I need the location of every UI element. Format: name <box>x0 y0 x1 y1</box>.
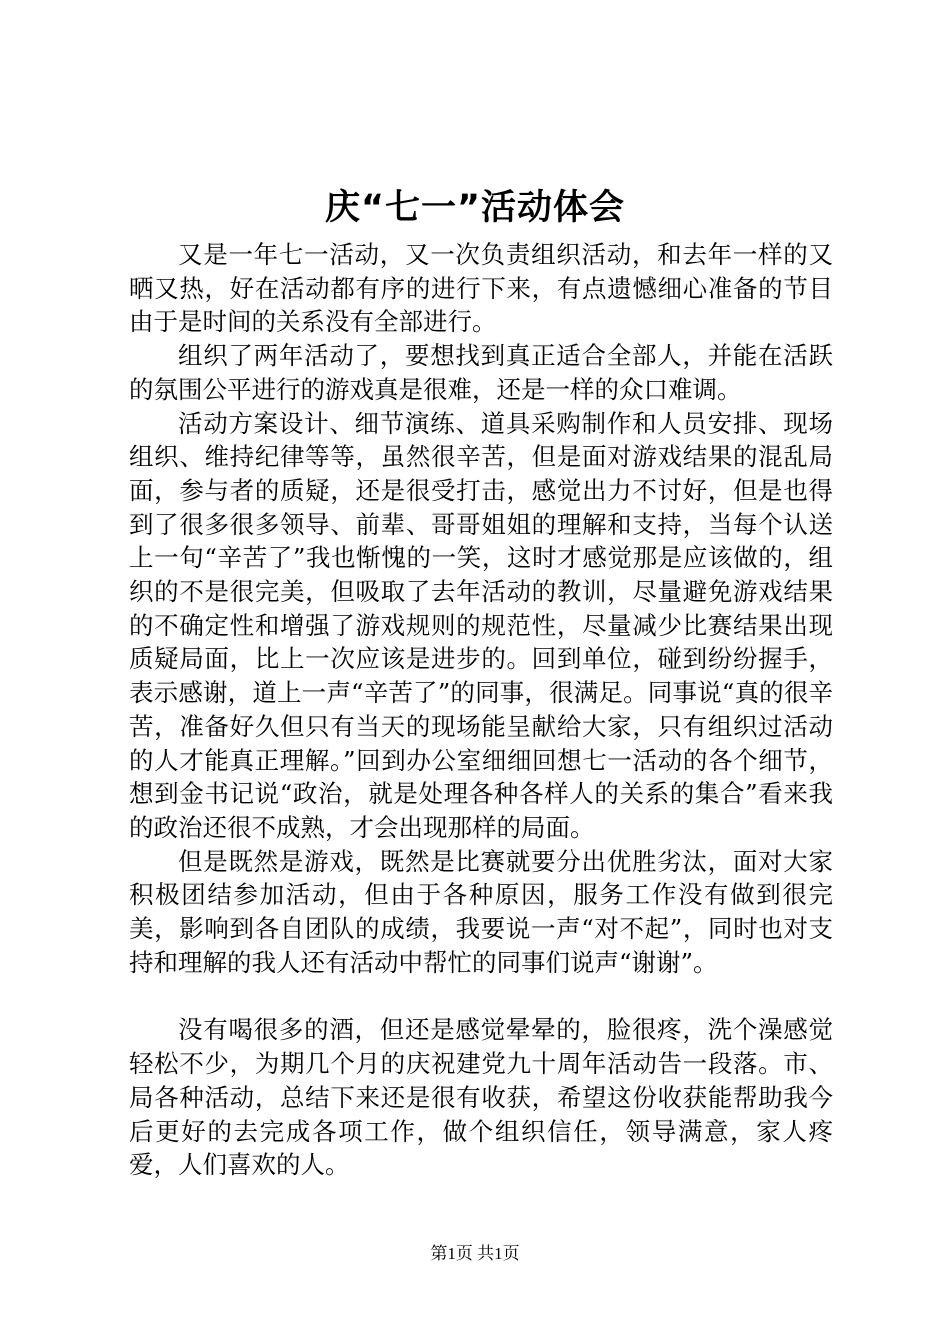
paragraph-4: 但是既然是游戏，既然是比赛就要分出优胜劣汰，面对大家积极团结参加活动，但由于各种原因，服务工作没有做到很完美，影响到各自团队的成绩，我要说一声“对不起”，同时也对支持和理解的我人还有活动中帮忙的同事们说声“谢谢”。 <box>129 846 833 977</box>
paragraph-5: 没有喝很多的酒，但还是感觉晕晕的，脸很疼，洗个澡感觉轻松不少，为期几个月的庆祝建党九十周年活动告一段落。市、局各种活动，总结下来还是很有收获，希望这份收获能帮助我今后更好的去完成各项工作，做个组织信任，领导满意，家人疼爱，人们喜欢的人。 <box>129 1015 833 1180</box>
paragraph-gap <box>129 979 833 1013</box>
paragraph-3: 活动方案设计、细节演练、道具采购制作和人员安排、现场组织、维持纪律等等，虽然很辛苦，但是面对游戏结果的混乱局面，参与者的质疑，还是很受打击，感觉出力不讨好，但是也得到了很多很多领导、前辈、哥哥姐姐的理解和支持，当每个认送上一句“辛苦了”我也惭愧的一笑，这时才感觉那是应该做的，组织的不是很完美，但吸取了去年活动的教训，尽量避免游戏结果的不确定性和增强了游戏规则的规范性，尽量减少比赛结果出现质疑局面，比上一次应该是进步的。回到单位，碰到纷纷握手，表示感谢，道上一声“辛苦了”的同事，很满足。同事说“真的很辛苦，准备好久但只有当天的现场能呈献给大家，只有组织过活动的人才能真正理解。”回到办公室细细回想七一活动的各个细节，想到金书记说“政治，就是处理各种各样人的关系的集合”看来我的政治还很不成熟，才会出现那样的局面。 <box>129 408 833 842</box>
paragraph-2: 组织了两年活动了，要想找到真正适合全部人，并能在活跃的氛围公平进行的游戏真是很难，还是一样的众口难调。 <box>129 341 833 404</box>
page-footer: 第1页 共1页 <box>430 1244 520 1263</box>
paragraph-1: 又是一年七一活动，又一次负责组织活动，和去年一样的又晒又热，好在活动都有序的进行下来，有点遗憾细心准备的节目由于是时间的关系没有全部进行。 <box>129 240 833 337</box>
document-title: 庆“七一”活动体会 <box>324 188 625 228</box>
document-body <box>129 238 833 1182</box>
